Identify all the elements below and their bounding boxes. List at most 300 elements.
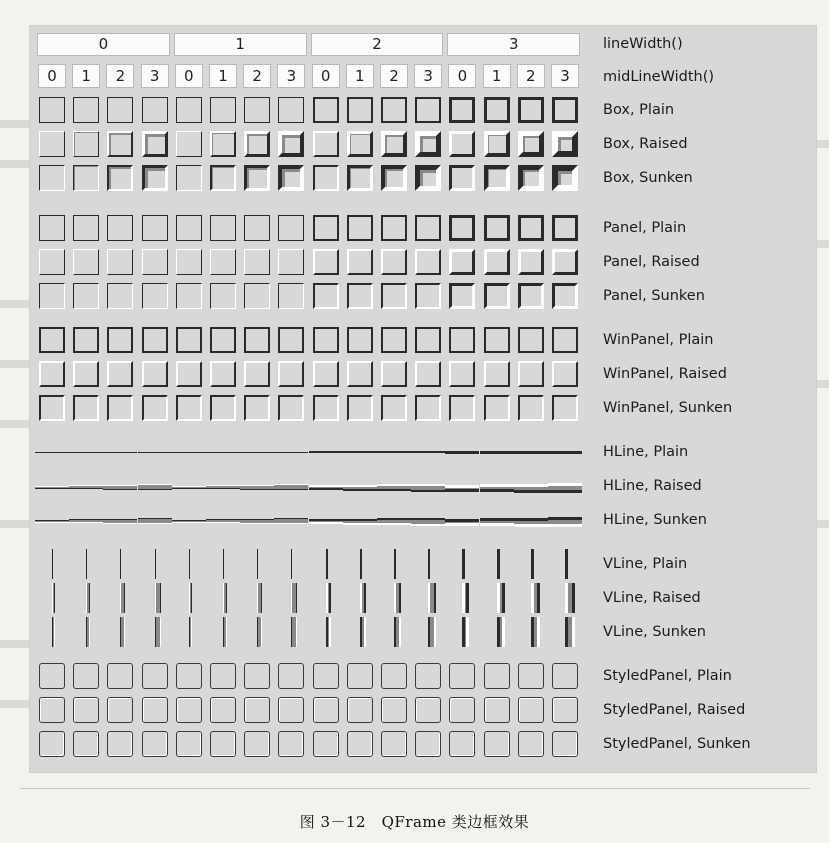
frame-sample (73, 165, 99, 191)
frame-sample (107, 131, 133, 157)
frame-sample (142, 395, 168, 421)
frame-sample (518, 215, 544, 241)
frame-sample (291, 549, 292, 579)
frame-sample (155, 583, 161, 613)
frame-sample (120, 549, 121, 579)
midlinewidth-header-cell: 1 (209, 64, 237, 88)
frame-sample (445, 451, 479, 454)
frame-sample (210, 131, 236, 157)
midlinewidth-header-cell: 2 (106, 64, 134, 88)
midlinewidth-header-cell: 3 (551, 64, 579, 88)
frame-sample (449, 215, 475, 241)
frame-sample (552, 97, 578, 123)
frame-sample (514, 484, 548, 493)
frame-sample (449, 697, 475, 723)
frame-sample (176, 361, 202, 387)
frame-sample (449, 663, 475, 689)
frame-sample (39, 731, 65, 757)
frame-sample (552, 215, 578, 241)
frame-sample (394, 617, 401, 647)
frame-sample (210, 361, 236, 387)
frame-sample (449, 731, 475, 757)
frame-sample (206, 452, 240, 453)
frame-sample (73, 249, 99, 275)
frame-sample (377, 518, 411, 525)
frame-sample (313, 663, 339, 689)
frame-sample (449, 165, 475, 191)
frame-sample (381, 697, 407, 723)
frame-sample (415, 249, 441, 275)
frame-sample (210, 697, 236, 723)
frame-sample (381, 327, 407, 353)
frame-sample (480, 484, 514, 492)
frame-sample (172, 452, 206, 453)
frame-sample (565, 617, 575, 647)
frame-sample (377, 484, 411, 491)
row-label: Box, Sunken (603, 170, 693, 186)
linewidth-label: lineWidth() (603, 36, 683, 52)
frame-sample (381, 663, 407, 689)
frame-sample (445, 519, 479, 526)
frame-sample (39, 97, 65, 123)
frame-sample (39, 165, 65, 191)
frame-sample (86, 583, 90, 613)
frame-sample (343, 519, 377, 525)
frame-sample (531, 549, 534, 579)
frame-sample (552, 165, 578, 191)
frame-sample (73, 697, 99, 723)
frame-sample (176, 97, 202, 123)
frame-sample (142, 97, 168, 123)
midlinewidth-header-cell: 1 (72, 64, 100, 88)
frame-sample (291, 617, 297, 647)
frame-sample (381, 97, 407, 123)
frame-sample (484, 395, 510, 421)
frame-sample (377, 451, 411, 453)
frame-sample (347, 283, 373, 309)
frame-sample (107, 663, 133, 689)
frame-sample (313, 361, 339, 387)
frame-sample (518, 283, 544, 309)
frame-sample (107, 283, 133, 309)
frame-sample (518, 361, 544, 387)
frame-sample (313, 395, 339, 421)
frame-sample (484, 663, 510, 689)
frame-sample (73, 395, 99, 421)
midlinewidth-header-cell: 0 (38, 64, 66, 88)
frame-sample (120, 583, 125, 613)
frame-sample (244, 697, 270, 723)
frame-sample (313, 215, 339, 241)
frame-sample (223, 549, 224, 579)
row-label: VLine, Sunken (603, 624, 706, 640)
frame-sample (278, 215, 304, 241)
frame-sample (107, 731, 133, 757)
frame-sample (278, 165, 304, 191)
frame-sample (73, 361, 99, 387)
frame-sample (347, 697, 373, 723)
frame-sample (449, 97, 475, 123)
frame-sample (518, 97, 544, 123)
frame-sample (176, 131, 202, 157)
frame-sample (518, 249, 544, 275)
row-label: HLine, Raised (603, 478, 702, 494)
frame-sample (462, 617, 469, 647)
frame-sample (86, 549, 87, 579)
frame-sample (552, 697, 578, 723)
midlinewidth-header-cell: 1 (346, 64, 374, 88)
frame-sample (278, 395, 304, 421)
midlinewidth-header-cell: 1 (483, 64, 511, 88)
frame-sample (411, 518, 445, 526)
frame-sample (394, 583, 401, 613)
frame-sample (309, 519, 343, 524)
frame-sample (552, 663, 578, 689)
frame-sample (176, 697, 202, 723)
frame-sample (278, 97, 304, 123)
frame-sample (176, 395, 202, 421)
frame-sample (484, 97, 510, 123)
frame-sample (381, 395, 407, 421)
frame-sample (381, 283, 407, 309)
frame-sample (189, 583, 192, 613)
frame-sample (415, 395, 441, 421)
frame-sample (120, 617, 125, 647)
frame-sample (552, 395, 578, 421)
row-label: StyledPanel, Sunken (603, 736, 751, 752)
frame-sample (313, 131, 339, 157)
frame-sample (480, 518, 514, 526)
frame-sample (565, 583, 575, 613)
frame-sample (206, 519, 240, 523)
frame-sample (497, 583, 505, 613)
frame-sample (552, 361, 578, 387)
frame-sample (142, 663, 168, 689)
frame-sample (552, 283, 578, 309)
frame-sample (244, 97, 270, 123)
frame-sample (552, 131, 578, 157)
frame-sample (257, 617, 262, 647)
frame-sample (172, 486, 206, 489)
frame-sample (347, 663, 373, 689)
frame-sample (240, 452, 274, 453)
frame-sample (223, 617, 227, 647)
midlinewidth-header-cell: 3 (141, 64, 169, 88)
frame-sample (428, 549, 430, 579)
frame-sample (381, 131, 407, 157)
row-label: Box, Raised (603, 136, 688, 152)
frame-sample (394, 549, 396, 579)
frame-sample (326, 617, 331, 647)
frame-sample (514, 518, 548, 527)
frame-sample (518, 165, 544, 191)
frame-sample (107, 395, 133, 421)
row-label: Box, Plain (603, 102, 675, 118)
frame-sample (313, 97, 339, 123)
frame-sample (497, 617, 505, 647)
frame-sample (39, 283, 65, 309)
frame-sample (210, 663, 236, 689)
frame-sample (278, 731, 304, 757)
frame-sample (142, 283, 168, 309)
frame-sample (73, 327, 99, 353)
midlinewidth-header-cell: 2 (243, 64, 271, 88)
frame-sample (484, 327, 510, 353)
frame-sample (415, 731, 441, 757)
frame-sample (86, 617, 90, 647)
midlinewidth-header-cell: 0 (175, 64, 203, 88)
frame-sample (445, 485, 479, 492)
row-label: VLine, Plain (603, 556, 688, 572)
frame-sample (415, 327, 441, 353)
frame-sample (155, 549, 156, 579)
row-label: WinPanel, Sunken (603, 400, 733, 416)
frame-sample (176, 731, 202, 757)
frame-sample (142, 165, 168, 191)
row-label: Panel, Sunken (603, 288, 705, 304)
frame-sample (313, 249, 339, 275)
frame-sample (360, 583, 366, 613)
frame-sample (514, 451, 548, 454)
frame-sample (223, 583, 227, 613)
frame-sample (142, 361, 168, 387)
frame-sample (411, 451, 445, 453)
frame-sample (360, 617, 366, 647)
frame-sample (39, 131, 65, 157)
frame-sample (189, 549, 190, 579)
frame-sample (449, 327, 475, 353)
frame-sample (497, 549, 500, 579)
midlinewidth-header-cell: 0 (448, 64, 476, 88)
frame-sample (518, 131, 544, 157)
frame-sample (313, 731, 339, 757)
frame-sample (484, 361, 510, 387)
frame-sample (107, 165, 133, 191)
midlinewidth-header-cell: 2 (517, 64, 545, 88)
frame-sample (278, 663, 304, 689)
frame-sample (484, 697, 510, 723)
frame-sample (552, 327, 578, 353)
frame-sample (189, 617, 192, 647)
frame-sample (206, 485, 240, 489)
frame-sample (274, 452, 308, 453)
linewidth-header-text: 0 (98, 35, 109, 53)
frame-sample (347, 361, 373, 387)
frame-sample (518, 327, 544, 353)
frame-sample (415, 97, 441, 123)
frame-sample (103, 485, 137, 490)
linewidth-header-text: 2 (372, 35, 382, 53)
row-label: WinPanel, Raised (603, 366, 727, 382)
frame-sample (244, 395, 270, 421)
frame-sample (210, 249, 236, 275)
midlinewidth-header-cell: 0 (312, 64, 340, 88)
row-label: Panel, Plain (603, 220, 687, 236)
frame-sample (309, 485, 343, 490)
frame-sample (73, 283, 99, 309)
frame-sample (39, 663, 65, 689)
frame-sample (39, 327, 65, 353)
frame-sample (142, 131, 168, 157)
midlinewidth-label: midLineWidth() (603, 69, 715, 85)
row-label: HLine, Sunken (603, 512, 707, 528)
frame-sample (142, 249, 168, 275)
frame-sample (103, 452, 137, 453)
frame-sample (176, 215, 202, 241)
frame-sample (39, 395, 65, 421)
frame-sample (176, 327, 202, 353)
frame-sample (278, 131, 304, 157)
frame-sample (449, 395, 475, 421)
frame-sample (244, 249, 270, 275)
frame-sample (449, 283, 475, 309)
frame-sample (138, 484, 172, 490)
row-label: Panel, Raised (603, 254, 700, 270)
frame-sample (326, 549, 328, 579)
frame-sample (176, 165, 202, 191)
frame-sample (73, 731, 99, 757)
frame-sample (347, 327, 373, 353)
frame-sample (278, 283, 304, 309)
row-label: HLine, Plain (603, 444, 689, 460)
frame-sample (244, 663, 270, 689)
frame-sample (142, 697, 168, 723)
frame-sample (138, 518, 172, 524)
frame-sample (347, 395, 373, 421)
frame-sample (548, 451, 582, 454)
frame-sample (415, 697, 441, 723)
frame-sample (39, 215, 65, 241)
frame-sample (73, 131, 99, 157)
frame-sample (347, 131, 373, 157)
linewidth-header-text: 1 (235, 35, 245, 53)
frame-sample (244, 165, 270, 191)
frame-sample (381, 249, 407, 275)
frame-sample (548, 483, 582, 493)
frame-sample (274, 484, 308, 490)
frame-sample (484, 249, 510, 275)
figure-caption: 图 3－12 QFrame 类边框效果 (299, 813, 530, 831)
frame-sample (347, 215, 373, 241)
midlinewidth-header-cell: 3 (414, 64, 442, 88)
frame-sample (39, 249, 65, 275)
frame-sample (210, 731, 236, 757)
frame-sample (210, 165, 236, 191)
frame-sample (107, 97, 133, 123)
frame-sample (484, 165, 510, 191)
frame-sample (347, 165, 373, 191)
frame-sample (428, 583, 436, 613)
frame-sample (210, 215, 236, 241)
frame-sample (210, 283, 236, 309)
frame-sample (176, 283, 202, 309)
frame-sample (360, 549, 362, 579)
frame-sample (73, 215, 99, 241)
frame-sample (309, 451, 343, 453)
frame-sample (244, 283, 270, 309)
frame-sample (210, 395, 236, 421)
frame-sample (484, 215, 510, 241)
frame-sample (107, 697, 133, 723)
frame-sample (244, 131, 270, 157)
frame-sample (518, 697, 544, 723)
frame-sample (313, 327, 339, 353)
frame-sample (531, 617, 540, 647)
frame-sample (415, 215, 441, 241)
frame-sample (172, 520, 206, 523)
frame-sample (565, 549, 568, 579)
frame-sample (411, 484, 445, 492)
frame-sample (449, 361, 475, 387)
frame-sample (240, 519, 274, 524)
frame-sample (278, 361, 304, 387)
frame-sample (449, 249, 475, 275)
frame-sample (415, 165, 441, 191)
frame-sample (291, 583, 297, 613)
frame-sample (278, 327, 304, 353)
frame-sample (415, 131, 441, 157)
frame-sample (244, 215, 270, 241)
frame-sample (313, 697, 339, 723)
frame-sample (381, 361, 407, 387)
frame-sample (428, 617, 436, 647)
frame-sample (138, 452, 172, 453)
frame-sample (278, 697, 304, 723)
frame-sample (73, 97, 99, 123)
frame-sample (343, 451, 377, 453)
frame-sample (313, 165, 339, 191)
frame-sample (518, 395, 544, 421)
frame-sample (210, 327, 236, 353)
row-label: WinPanel, Plain (603, 332, 714, 348)
frame-sample (39, 697, 65, 723)
frame-sample (52, 549, 53, 579)
frame-sample (480, 451, 514, 454)
frame-sample (142, 327, 168, 353)
linewidth-header-text: 3 (509, 35, 519, 53)
frame-sample (415, 663, 441, 689)
frame-sample (52, 583, 55, 613)
frame-sample (347, 97, 373, 123)
frame-sample (52, 617, 55, 647)
frame-sample (35, 486, 69, 489)
frame-sample (35, 520, 69, 523)
frame-sample (415, 361, 441, 387)
frame-sample (69, 485, 103, 489)
frame-sample (347, 731, 373, 757)
frame-sample (552, 249, 578, 275)
frame-sample (415, 283, 441, 309)
frame-sample (69, 519, 103, 523)
midlinewidth-header-cell: 3 (277, 64, 305, 88)
frame-sample (552, 731, 578, 757)
frame-sample (107, 215, 133, 241)
frame-sample (484, 283, 510, 309)
frame-sample (73, 663, 99, 689)
frame-sample (142, 215, 168, 241)
frame-sample (278, 249, 304, 275)
frame-sample (107, 249, 133, 275)
frame-sample (381, 165, 407, 191)
frame-sample (381, 215, 407, 241)
frame-sample (107, 361, 133, 387)
frame-sample (244, 361, 270, 387)
qframe-figure (30, 26, 816, 772)
frame-sample (39, 361, 65, 387)
row-label: StyledPanel, Raised (603, 702, 746, 718)
row-label: StyledPanel, Plain (603, 668, 732, 684)
frame-sample (155, 617, 161, 647)
